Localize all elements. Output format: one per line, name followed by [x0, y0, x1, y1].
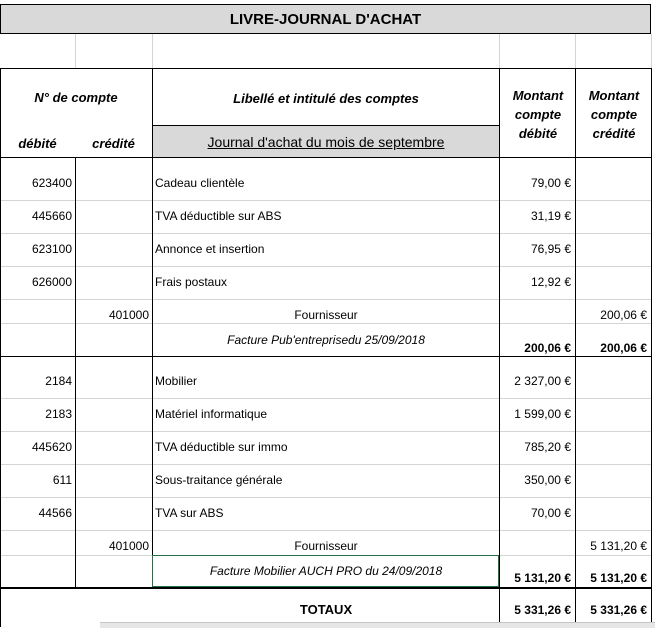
credit-amount-cell: 200,06 € — [600, 308, 647, 322]
header-bottom-border — [0, 157, 651, 158]
debit-amount-cell: 31,19 € — [530, 209, 571, 223]
gridline — [75, 34, 76, 68]
journal-title: LIVRE-JOURNAL D'ACHAT — [0, 4, 651, 34]
entry-label-cell: Annonce et insertion — [155, 242, 265, 256]
gridline — [0, 398, 651, 399]
group-total-debit: 5 131,20 € — [514, 571, 571, 585]
column-border — [75, 157, 76, 587]
debit-amount-cell: 76,95 € — [530, 242, 571, 256]
gridline — [0, 299, 651, 300]
invoice-label-cell: Facture Mobilier AUCH PRO du 24/09/2018 — [209, 564, 443, 578]
entry-label-cell: Sous-traitance générale — [155, 473, 283, 487]
invoice-label-cell: Facture Pub'entreprisedu 25/09/2018 — [227, 333, 425, 347]
debit-amount-cell: 350,00 € — [524, 473, 571, 487]
header-top-border — [0, 68, 651, 69]
gridline — [152, 34, 153, 68]
header-debit-amount: Montant compte débité — [512, 87, 564, 141]
gridline — [0, 497, 651, 498]
gridline — [651, 34, 652, 68]
debit-account-cell: 623400 — [31, 176, 72, 190]
credit-amount-cell: 5 131,20 € — [590, 539, 647, 553]
column-border — [152, 68, 153, 587]
gridline — [0, 464, 651, 465]
header-credit-account: crédité — [92, 135, 135, 151]
gridline — [0, 266, 651, 267]
credit-account-cell: 401000 — [108, 308, 149, 322]
debit-account-cell: 626000 — [31, 275, 72, 289]
totals-credit: 5 331,26 € — [590, 603, 647, 617]
header-label: Libellé et intitulé des comptes — [233, 90, 419, 106]
entry-label-cell: Frais postaux — [155, 275, 228, 289]
debit-account-cell: 2183 — [45, 407, 72, 421]
group-separator — [0, 356, 651, 357]
entry-label-cell: TVA déductible sur ABS — [155, 209, 282, 223]
entry-label-cell: Matériel informatique — [155, 407, 268, 421]
group-total-debit: 200,06 € — [524, 341, 571, 355]
debit-amount-cell: 785,20 € — [524, 440, 571, 454]
header-account-number: N° de compte — [34, 89, 118, 105]
supplier-label-cell: Fournisseur — [294, 308, 358, 322]
gridline — [0, 530, 651, 531]
debit-amount-cell: 1 599,00 € — [514, 407, 571, 421]
group-total-credit: 5 131,20 € — [590, 571, 647, 585]
totals-debit: 5 331,26 € — [514, 603, 571, 617]
gridline — [0, 431, 651, 432]
debit-amount-cell: 70,00 € — [530, 506, 571, 520]
gridline — [575, 34, 576, 68]
entry-label-cell: Mobilier — [155, 374, 198, 388]
debit-account-cell: 445660 — [31, 209, 72, 223]
header-credit-amount: Montant compte crédité — [588, 87, 640, 141]
header-debit-account: débité — [18, 135, 57, 151]
debit-amount-cell: 79,00 € — [530, 176, 571, 190]
entry-label-cell: TVA déductible sur immo — [155, 440, 288, 454]
table-left-border — [0, 68, 1, 627]
gridline — [499, 34, 500, 68]
entry-label-cell: TVA sur ABS — [155, 506, 224, 520]
debit-account-cell: 611 — [52, 473, 72, 487]
journal-subtitle: Journal d'achat du mois de septembre — [153, 126, 499, 157]
debit-amount-cell: 12,92 € — [530, 275, 571, 289]
group-total-credit: 200,06 € — [600, 341, 647, 355]
totals-label: TOTAUX — [299, 602, 353, 617]
credit-account-cell: 401000 — [108, 539, 149, 553]
debit-amount-cell: 2 327,00 € — [514, 374, 571, 388]
supplier-label-cell: Fournisseur — [294, 539, 358, 553]
gridline — [0, 233, 651, 234]
debit-account-cell: 2184 — [45, 374, 72, 388]
debit-account-cell: 44566 — [38, 506, 72, 520]
debit-account-cell: 445620 — [31, 440, 72, 454]
gridline — [0, 200, 651, 201]
sheet-bottom-strip — [100, 622, 655, 628]
entry-label-cell: Cadeau clientèle — [155, 176, 245, 190]
debit-account-cell: 623100 — [31, 242, 72, 256]
totals-separator — [0, 587, 651, 589]
table-right-border — [651, 68, 652, 627]
